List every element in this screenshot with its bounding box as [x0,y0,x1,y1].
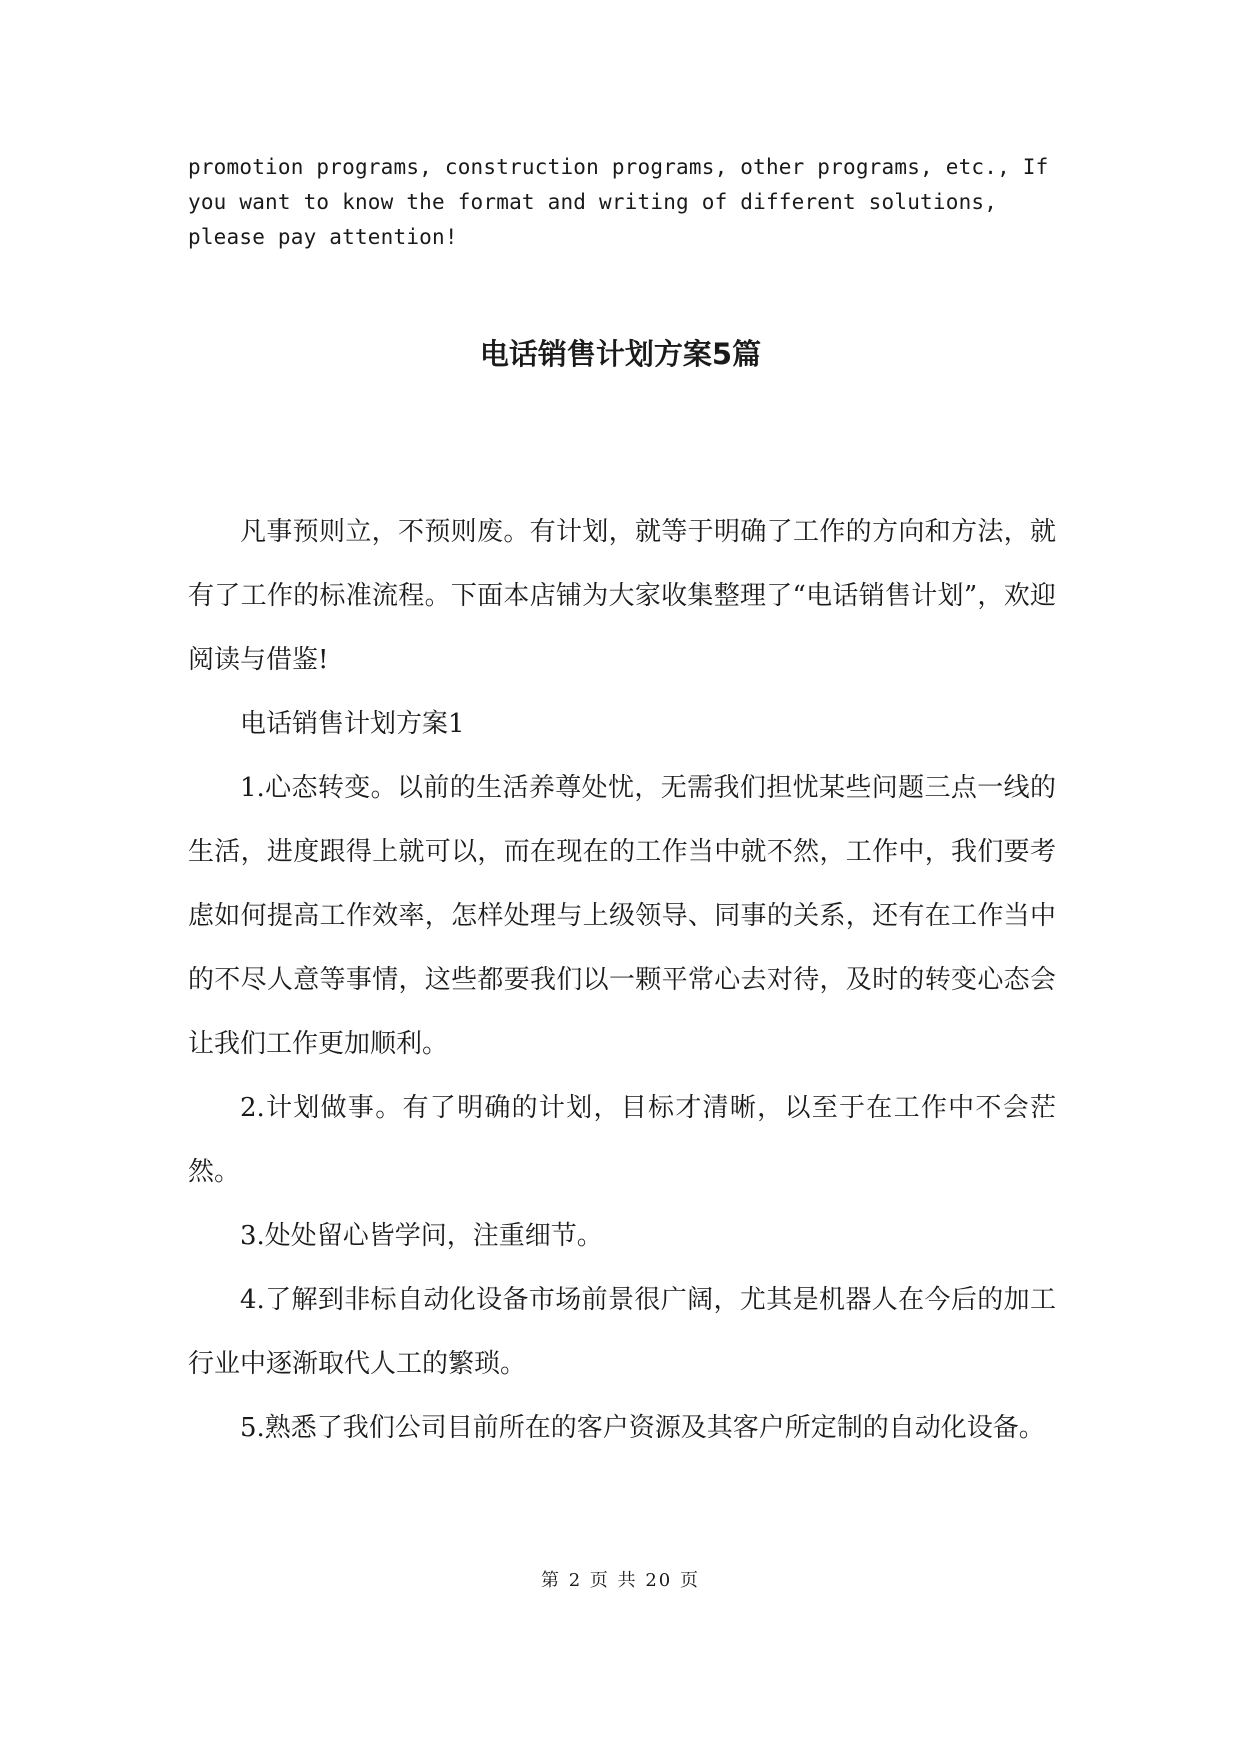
paragraph-item-3: 3.处处留心皆学问，注重细节。 [240,1221,603,1251]
paragraph-item-2: 2.计划做事。有了明确的计划，目标才清晰，以至于在工作中不会茫然。 [188,1093,1056,1187]
intro-text: promotion programs, construction programs, other programs, etc., If you want to know the format and writing of different solutions, please pay attention! [188,155,1049,249]
page-number-footer: 第 2 页 共 20 页 [541,1570,700,1591]
paragraph-item-1: 1.心态转变。以前的生活养尊处忧，无需我们担忧某些问题三点一线的生活，进度跟得上就可以，而在现在的工作当中就不然，工作中，我们要考虑如何提高工作效率，怎样处理与上级领导、同事的关系，还有在工作当中的不尽人意等事情，这些都要我们以一颗平常心去对待，及时的转变心态会让我们工作更加顺利。 [188,773,1056,1059]
document-body [188,500,1056,1460]
paragraph-item-4: 4.了解到非标自动化设备市场前景很广阔，尤其是机器人在今后的加工行业中逐渐取代人工的繁琐。 [188,1285,1056,1379]
document-title: 电话销售计划方案5篇 [479,337,762,371]
section-heading: 电话销售计划方案1 [240,709,465,739]
paragraph-item-5: 5.熟悉了我们公司目前所在的客户资源及其客户所定制的自动化设备。 [240,1413,1045,1443]
paragraph-intro: 凡事预则立，不预则废。有计划，就等于明确了工作的方向和方法，就有了工作的标准流程。下面本店铺为大家收集整理了“电话销售计划”，欢迎阅读与借鉴! [188,517,1056,675]
